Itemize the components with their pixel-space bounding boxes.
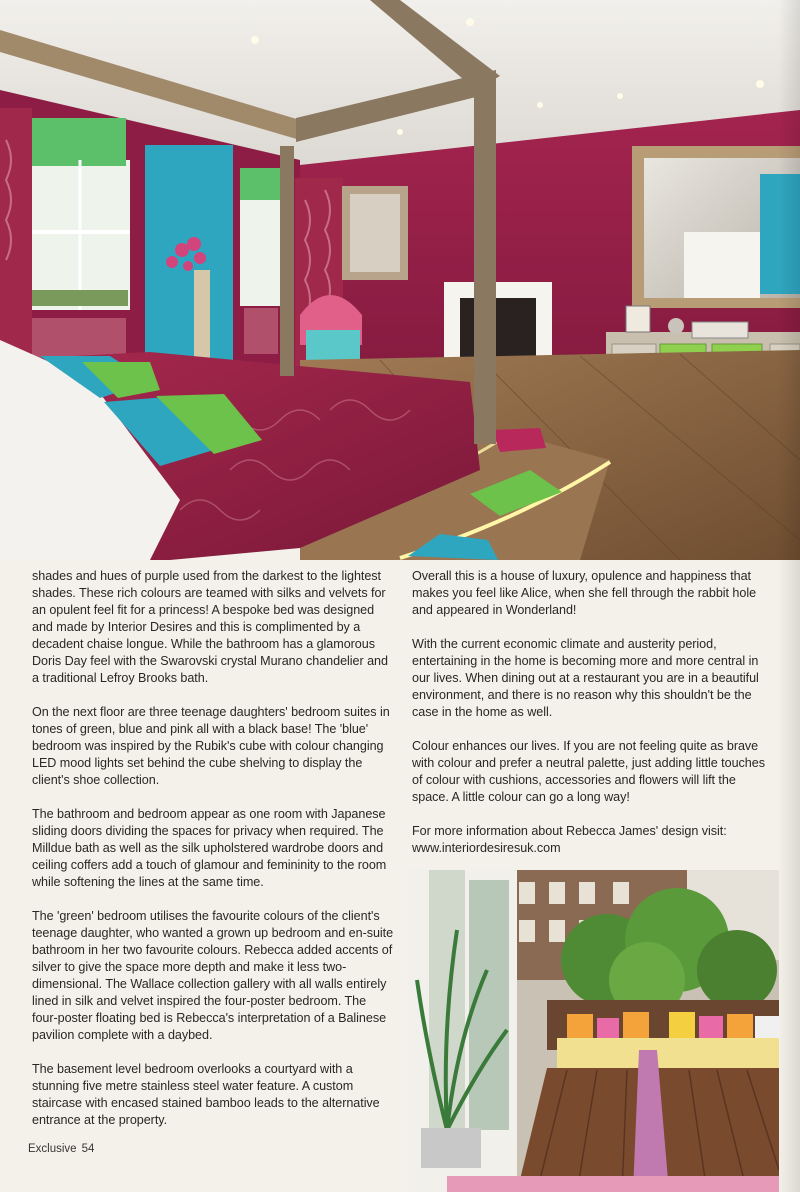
bedroom-photo-illustration xyxy=(0,0,800,560)
more-info-line: For more information about Rebecca James' design visit: xyxy=(412,824,727,838)
paragraph-economic-climate: With the current economic climate and austerity period, entertaining in the home is becoming more and more central in our lives. When dining out at a restaurant you are in a beautiful environment, and there is no reason why this shouldn't be the case in the home as well. xyxy=(412,637,759,719)
page-footer xyxy=(28,1143,94,1155)
article-left-column xyxy=(32,568,394,1146)
paragraph-basement: The basement level bedroom overlooks a courtyard with a stunning five metre stainless steel water feature. A custom staircase with encased stained bamboo leads to the alternative entrance at the property. xyxy=(32,1062,380,1127)
courtyard-photo xyxy=(407,870,779,1192)
magazine-name: Exclusive xyxy=(28,1143,77,1155)
courtyard-photo-illustration xyxy=(407,870,779,1192)
website-link[interactable]: www.interiordesiresuk.com xyxy=(412,841,561,855)
article-right-column xyxy=(412,568,774,857)
paragraph-green-bedroom: The 'green' bedroom utilises the favourite colours of the client's teenage daughter, who wanted a grown up bedroom and en-suite bathroom in her two favourite colours. Rebecca added accents of silver to give the space more depth and make it less two-dimensional. The Wallace collection gallery with all walls entirely lined in silk and velvet inspired the four-poster bedroom. The four-poster floating bed is Rebecca's interpretation of a Balinese pavilion complete with a daybed. xyxy=(32,909,394,1042)
bedroom-photo xyxy=(0,0,800,560)
paragraph-purple-shades: shades and hues of purple used from the darkest to the lightest shades. These rich colours are teamed with silks and velvets for an opulent feel fit for a princess! A bespoke bed was designed and made by Interior Desires and this is complimented by a decadent chaise longue. While the bathroom has a glamorous Doris Day feel with the Swarovski crystal Murano chandelier and a traditional Lefroy Brooks bath. xyxy=(32,569,388,685)
page-number: 54 xyxy=(81,1143,95,1155)
paragraph-luxury: Overall this is a house of luxury, opulence and happiness that makes you feel like Alice, when she fell through the rabbit hole and appeared in Wonderland! xyxy=(412,569,757,617)
paragraph-bathroom-bedroom: The bathroom and bedroom appear as one room with Japanese sliding doors dividing the spaces for privacy when required. The Milldue bath as well as the silk upholstered wardrobe doors and ceiling coffers add a touch of glamour and femininity to the room while softening the lines at the same time. xyxy=(32,807,387,889)
paragraph-colour-enhances: Colour enhances our lives. If you are not feeling quite as brave with colour and prefer a neutral palette, just adding little touches of colour with cushions, accessories and flowers will lift the space. A little colour can go a long way! xyxy=(412,739,765,804)
more-info xyxy=(412,823,774,857)
paragraph-next-floor: On the next floor are three teenage daughters' bedroom suites in tones of green, blue and pink all with a black base! The 'blue' bedroom was inspired by the Rubik's cube with colour changing LED mood lights set behind the cube shelving to display the client's shoe collection. xyxy=(32,705,390,787)
